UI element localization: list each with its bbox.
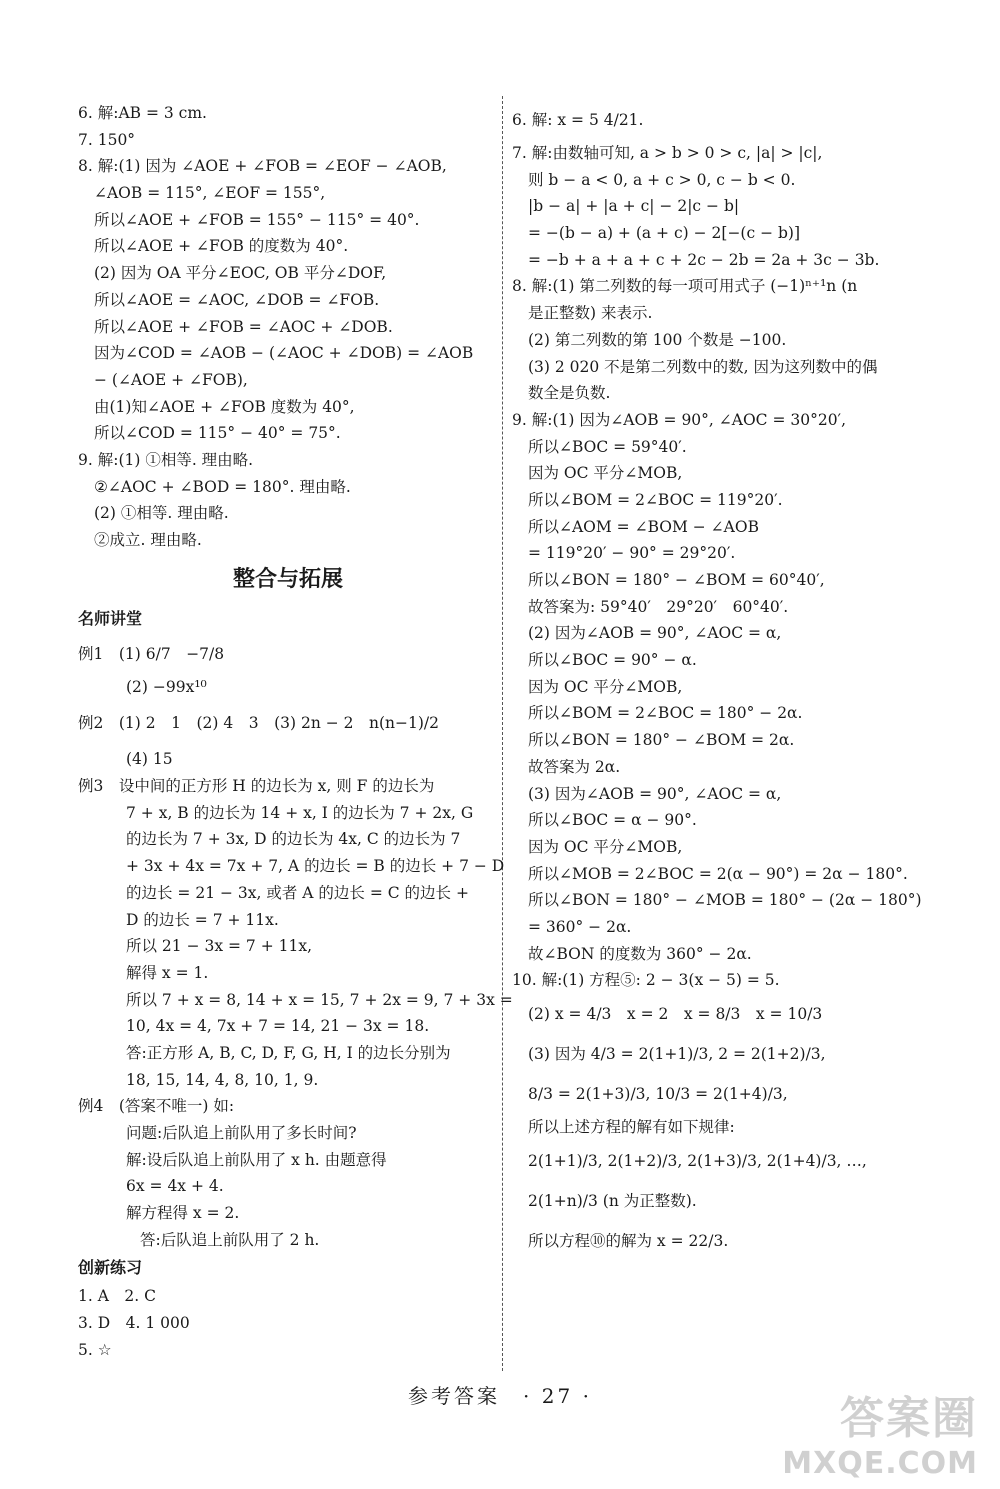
example-1-line: (2) −99x¹⁰ [126,677,207,696]
answer-line: 9. 解:(1) ①相等. 理由略. [78,450,254,469]
answer-line: 8. 解:(1) 第二列数的每一项可用式子 (−1)ⁿ⁺¹n (n [512,277,858,296]
answer-line: 是正整数) 来表示. [528,304,653,323]
answer-line: 10. 解:(1) 方程⑤: 2 − 3(x − 5) = 5. [512,971,780,990]
left-column [78,100,513,1364]
example-2-line: 例2 (1) 2 1 (2) 4 3 (3) 2n − 2 n(n−1)/2 [78,714,439,733]
answer-line: 因为 OC 平分∠MOB, [528,677,683,696]
answer-line: (2) x = 4/3 x = 2 x = 8/3 x = 10/3 [528,1005,823,1023]
answer-line: 故答案为: 59°40′ 29°20′ 60°40′. [528,597,789,616]
practice-line: 3. D 4. 1 000 [78,1314,190,1333]
answer-line: |b − a| + |a + c| − 2|c − b| [528,197,740,216]
answer-line: 故答案为 2α. [528,757,621,776]
answer-line: (2) ①相等. 理由略. [94,504,229,523]
answer-line: 由(1)知∠AOE + ∠FOB 度数为 40°, [94,397,355,416]
answer-line: 所以∠AOM = ∠BOM − ∠AOB [528,517,759,536]
answer-line: 所以∠BOC = 90° − α. [528,651,697,670]
watermark-logo [782,1382,978,1481]
answer-line: (3) 因为 4/3 = 2(1+1)/3, 2 = 2(1+2)/3, [528,1045,826,1063]
answer-line: 所以方程⑩的解为 x = 22/3. [528,1231,729,1250]
answer-line: 所以∠BOM = 2∠BOC = 180° − 2α. [528,704,803,723]
sub-title: 创新练习 [78,1258,143,1278]
answer-line: 所以∠BOM = 2∠BOC = 119°20′. [528,490,783,509]
example-3-line: + 3x + 4x = 7x + 7, A 的边长 = B 的边长 + 7 − D [126,857,505,876]
answer-line: 所以∠AOE + ∠FOB = 155° − 115° = 40°. [94,210,420,229]
answer-line: 6. 解: x = 5 4/21. [512,111,644,129]
answer-line: ∠AOB = 115°, ∠EOF = 155°, [94,184,326,203]
answer-line: 2(1+n)/3 (n 为正整数). [528,1191,697,1210]
example-4-line: 问题:后队追上前队用了多长时间? [126,1124,357,1142]
answer-line: ②∠AOC + ∠BOD = 180°. 理由略. [94,477,351,496]
answer-line: 因为 OC 平分∠MOB, [528,464,683,483]
example-4-line: 例4 (答案不唯一) 如: [78,1097,235,1116]
example-3-line: 答:正方形 A, B, C, D, F, G, H, I 的边长分别为 [126,1043,451,1062]
practice-line: 1. A 2. C [78,1287,156,1306]
answer-line: (3) 因为∠AOB = 90°, ∠AOC = α, [528,784,782,803]
watermark-cn: 答案圈 [840,1393,978,1444]
answer-line: 9. 解:(1) 因为∠AOB = 90°, ∠AOC = 30°20′, [512,410,846,429]
answer-line: 7. 150° [78,130,136,149]
answer-line: 所以∠AOE + ∠FOB 的度数为 40°. [94,237,349,256]
example-1-line: 例1 (1) 6/7 −7/8 [78,644,225,663]
example-3-line: 例3 设中间的正方形 H 的边长为 x, 则 F 的边长为 [78,777,435,796]
answer-line: (2) 因为∠AOB = 90°, ∠AOC = α, [528,624,782,643]
answer-line: = −b + a + a + c + 2c − 2b = 2a + 3c − 3b. [528,250,880,269]
answer-line: = −(b − a) + (a + c) − 2[−(c − b)] [528,224,801,243]
answer-line: 所以∠AOE = ∠AOC, ∠DOB = ∠FOB. [94,290,380,309]
answer-line: 所以∠MOB = 2∠BOC = 2(α − 90°) = 2α − 180°. [528,864,908,883]
answer-line: 则 b − a < 0, a + c > 0, c − b < 0. [528,170,796,189]
answer-line: 因为∠COD = ∠AOB − (∠AOC + ∠DOB) = ∠AOB [94,344,474,363]
answer-line: 所以∠AOE + ∠FOB = ∠AOC + ∠DOB. [94,317,393,336]
answer-line: 7. 解:由数轴可知, a > b > 0 > c, |a| > |c|, [512,144,823,162]
answer-line: 所以∠BON = 180° − ∠BOM = 2α. [528,731,795,750]
answer-line: 所以∠BON = 180° − ∠MOB = 180° − (2α − 180°) [528,891,922,910]
example-4-line: 答:后队追上前队用了 2 h. [140,1230,320,1249]
example-3-line: 所以 7 + x = 8, 14 + x = 15, 7 + 2x = 9, 7 + 3x = [126,990,513,1009]
example-3-line: 18, 15, 14, 4, 8, 10, 1, 9. [126,1070,319,1089]
answer-line: − (∠AOE + ∠FOB), [94,370,248,389]
answer-line: 故∠BON 的度数为 360° − 2α. [528,944,752,963]
example-3-line: D 的边长 = 7 + 11x. [126,910,279,929]
example-4-line: 6x = 4x + 4. [126,1177,224,1196]
page-footer: 参考答案 · 27 · [408,1384,592,1408]
section-title: 整合与拓展 [232,566,343,592]
example-2-line: (4) 15 [126,750,173,769]
answer-line: 所以∠BOC = 59°40′. [528,437,687,456]
answer-line: 6. 解:AB = 3 cm. [78,104,207,122]
example-3-line: 7 + x, B 的边长为 14 + x, I 的边长为 7 + 2x, G [126,803,474,822]
example-3-line: 解得 x = 1. [126,963,209,982]
example-3-line: 的边长为 7 + 3x, D 的边长为 4x, C 的边长为 7 [126,830,461,849]
example-3-line: 10, 4x = 4, 7x + 7 = 14, 21 − 3x = 18. [126,1017,430,1036]
answer-line: ②成立. 理由略. [94,531,202,549]
answer-line: 所以∠BON = 180° − ∠BOM = 60°40′, [528,571,825,589]
sub-title: 名师讲堂 [78,608,143,628]
watermark-en: MXQE.COM [782,1446,978,1481]
answer-line: = 360° − 2α. [528,917,632,936]
example-4-line: 解方程得 x = 2. [126,1204,240,1223]
answer-line: 数全是负数. [528,384,611,403]
answer-line: (2) 第二列数的第 100 个数是 −100. [528,330,787,349]
right-column [512,100,952,1261]
answer-line: = 119°20′ − 90° = 29°20′. [528,544,736,563]
answer-line: 所以上述方程的解有如下规律: [528,1118,735,1136]
answer-line: 2(1+1)/3, 2(1+2)/3, 2(1+3)/3, 2(1+4)/3, …, [528,1151,867,1170]
answer-line: (3) 2 020 不是第二列数中的数, 因为这列数中的偶 [528,357,878,376]
answer-line: 因为 OC 平分∠MOB, [528,837,683,856]
answer-line: 8. 解:(1) 因为 ∠AOE + ∠FOB = ∠EOF − ∠AOB, [78,157,447,176]
practice-line: 5. ☆ [78,1340,112,1359]
example-4-line: 解:设后队追上前队用了 x h. 由题意得 [126,1150,387,1169]
answer-line: 所以∠COD = 115° − 40° = 75°. [94,424,341,443]
column-divider [502,96,504,1371]
answer-line: 8/3 = 2(1+3)/3, 10/3 = 2(1+4)/3, [528,1085,788,1103]
answer-line: 所以∠BOC = α − 90°. [528,811,697,830]
answer-line: (2) 因为 OA 平分∠EOC, OB 平分∠DOF, [94,264,387,283]
example-3-line: 的边长 = 21 − 3x, 或者 A 的边长 = C 的边长 + [126,883,469,902]
example-3-line: 所以 21 − 3x = 7 + 11x, [126,937,313,956]
